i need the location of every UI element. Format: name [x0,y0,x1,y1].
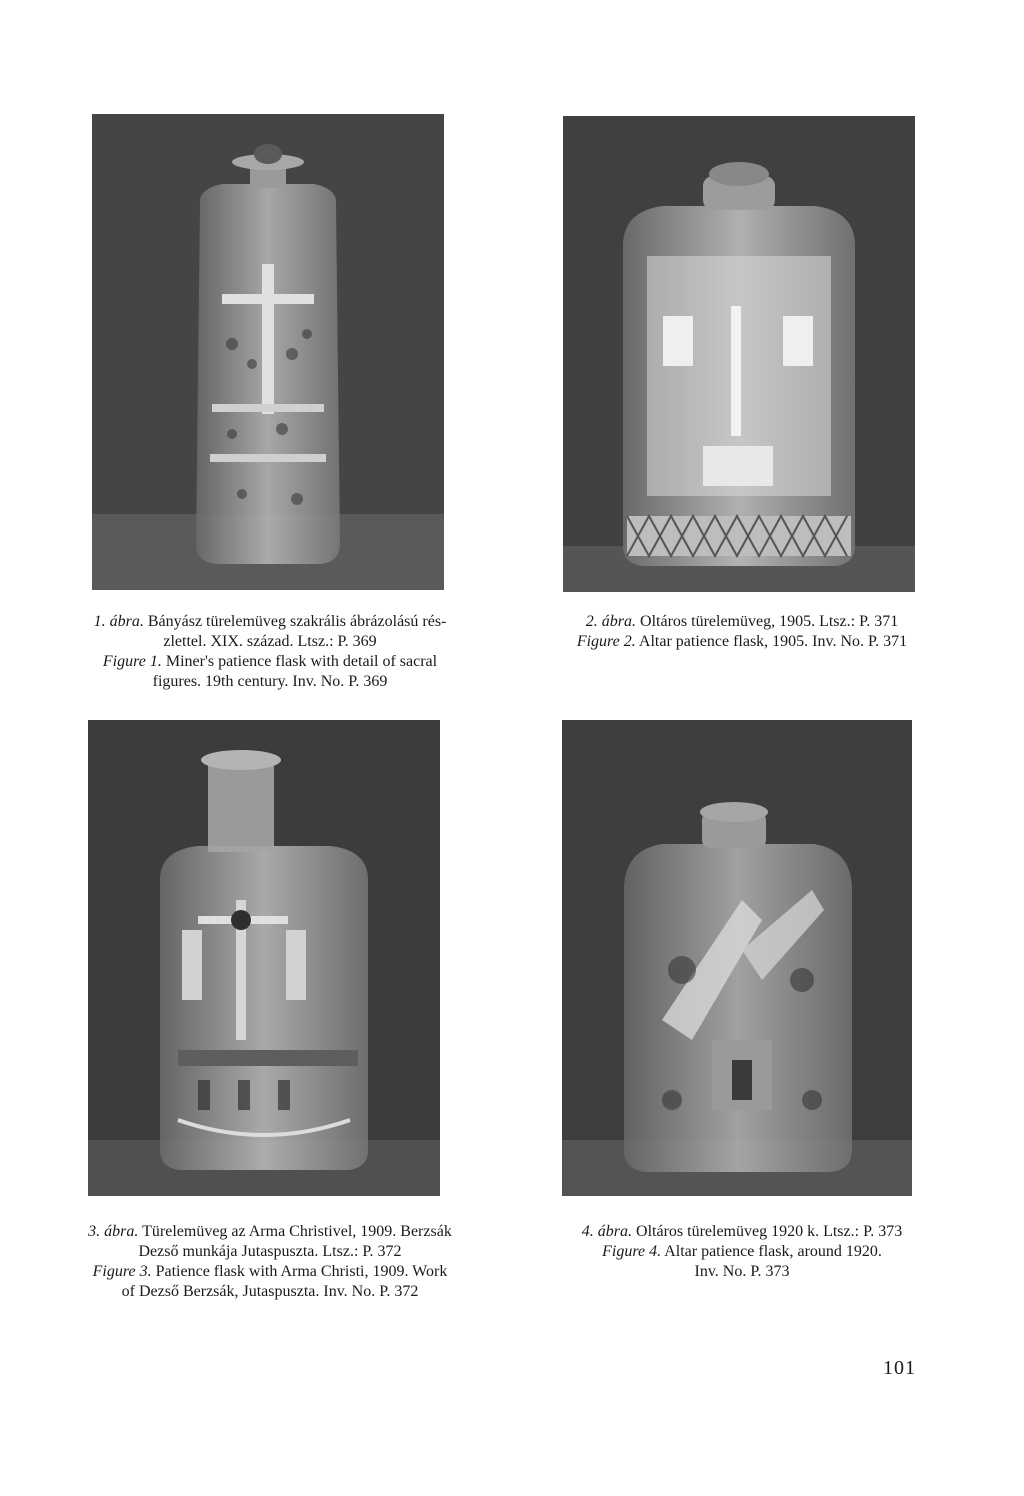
figure-word: ábra. [109,613,144,630]
figure-word: ábra. [597,1223,633,1240]
caption-hu-line [80,1222,460,1242]
figure-word: Figure 1. [102,653,162,670]
caption-text: of Dezső Berzsák, Jutaspuszta. Inv. No. P. 372 [121,1283,419,1300]
figure-number: 2. [585,613,598,630]
caption-text: Dezső munkája Jutaspuszta. Ltsz.: P. 372 [138,1243,402,1260]
figure-1-caption [80,612,460,692]
caption-en-line [552,632,932,652]
figure-number: 4. [581,1223,594,1240]
caption-text: Oltáros türelemüveg 1920 k. Ltsz.: P. 373 [636,1223,903,1240]
caption-hu-line [552,612,932,632]
caption-text: figures. 19th century. Inv. No. P. 369 [152,673,388,690]
caption-en-line [80,1262,460,1282]
figure-2-caption [552,612,932,652]
caption-text: Altar patience flask, around 1920. [664,1243,882,1260]
caption-text: Patience flask with Arma Christi, 1909. Work [155,1263,448,1280]
caption-text: zlettel. XIX. század. Ltsz.: P. 369 [163,633,377,650]
figure-word: ábra. [104,1223,139,1240]
figure-number: 1. [93,613,106,630]
figure-3-photo [88,720,440,1196]
bottle-illustration-1 [92,114,444,590]
figure-4-caption [552,1222,932,1282]
caption-hu-line [552,1222,932,1242]
caption-en-line [80,652,460,672]
figure-1-photo [92,114,444,590]
figure-number: 3. [88,1223,101,1240]
caption-text: Inv. No. P. 373 [694,1263,790,1280]
page-number: 101 [883,1357,916,1379]
figure-word: ábra. [601,613,637,630]
bottle-illustration-3 [88,720,440,1196]
figure-2-photo [563,116,915,592]
bottle-illustration-4 [562,720,912,1196]
caption-text: Türelemüveg az Arma Christivel, 1909. Berzsák [142,1223,452,1240]
caption-text: Altar patience flask, 1905. Inv. No. P. 371 [638,633,908,650]
caption-en-line [552,1242,932,1262]
caption-text: Miner's patience flask with detail of sacral [165,653,438,670]
caption-text: Oltáros türelemüveg, 1905. Ltsz.: P. 371 [640,613,899,630]
caption-hu-line [80,612,460,632]
caption-text: Bányász türelemüveg szakrális ábrázolású rés- [147,613,447,630]
figure-word: Figure 3. [92,1263,152,1280]
bottle-illustration-2 [563,116,915,592]
figure-word: Figure 4. [602,1243,662,1260]
figure-3-caption [80,1222,460,1302]
figure-word: Figure 2. [576,633,636,650]
figure-4-photo [562,720,912,1196]
